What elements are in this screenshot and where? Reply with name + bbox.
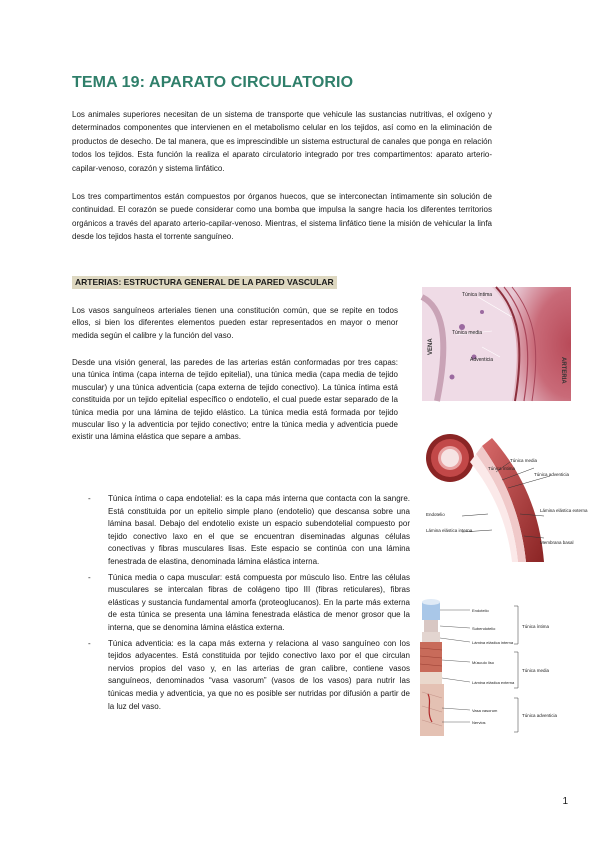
lv-group-adventicia: Túnica adventicia [522,713,558,718]
layered-vessel-diagram [420,602,590,738]
cs-label-membrana: Membrana basal [540,540,574,545]
cs-label-adventicia: Túnica adventicia [534,472,570,477]
artery-cross-section [422,432,588,566]
histology-micrograph [422,287,571,401]
list-item-text: Túnica íntima o capa endotelial: es la capa más interna que contacta con la sangre. Está constituida por un epitelio simple plano (endotelio) que descansa sobre una lámina basal. Debajo del endotelio existe un espacio subendotelial compuesto por tejido conectivo laxo en el que se encuentran diseminadas algunas células conectivas y fibras musculares lisas. Este espacio se continúa con una lámina fenestrada de elastina, denominada lámina elástica interna. [108,494,410,566]
list-item-text: Túnica media o capa muscular: está compuesta por músculo liso. Entre las células musculares se intercalan fibras de colágeno tipo III (fibras reticulares), fibras elásticas y sustancia fundamental amorfa (proteoglucanos). En la parte más externa de esta túnica se presenta una lámina fenestrada elástica de menor grosor que la interna, que se denomina lámina elástica externa. [108,572,410,632]
label-vena: VENA [428,338,434,355]
intro-paragraph-1: Los animales superiores necesitan de un sistema de transporte que vehicule las sustancias nutritivas, el oxígeno y determinados componentes que intervienen en el metabolismo celular en los tejidos, así como en la eliminación de productos de desecho. De tal manera, que es imprescindible un sistema estructural de canales que ponga en relación todos los tejidos. Esta función la realiza el aparato circulatorio integrado por tres compartimentos: aparato arterio-capilar-venoso, corazón y sistema linfático. [72,110,492,173]
cs-label-intima: Túnica íntima [488,466,516,471]
list-item [88,638,410,714]
list-dash: - [88,638,91,648]
list-item-text: Túnica adventicia: es la capa más externa y relaciona al vaso sanguíneo con los tejidos adyacentes. Está constituida por tejido conectivo laxo por el que circulan nervios propios del vaso y, en las arterias de gran calibre, contiene vasos sanguíneos, denominados “vasa vasorum” (vasos de los vasos) para nutrir las túnicas media y adventicia, ya que no es posible ser nutridas por difusión a partir de la luz del vaso. [108,638,410,711]
tunica-list [88,493,410,716]
label-intima: Túnica íntima [462,292,493,298]
page-title: TEMA 19: APARATO CIRCULATORIO [72,74,354,91]
arteries-paragraph-2: Desde una visión general, las paredes de las arterias están conformadas por tres capas: una túnica íntima (capa interna de tejido epitelial), una túnica media (capa media de tejido muscular) y una túnica adventicia (capa externa de tejido conectivo). La túnica íntima está constituida por un tejido epitelial específico o endotelio, el cual puede estar separado de la túnica media por una lámina de tejido elástico. La túnica media está formada por tejido muscular liso y la adventicia por tejido conectivo; entre la túnica media y adventicia puede existir una lámina elástica que separe a ambas. [72,358,398,442]
lv-label-vasa: Vasa vasorum [472,708,498,713]
cs-label-media: Túnica media [510,458,538,463]
intro-paragraph-2: Los tres compartimentos están compuestos por órganos huecos, que se interconectan íntimamente sin solución de continuidad. El corazón se puede considerar como una bomba que impulsa la sangre hacia los diferentes territorios orgánicos a través del aparato arterio-capilar-venoso. Mientras, el sistema linfático tiene la misión de vehicular la linfa desde los tejidos hasta el torrente sanguíneo. [72,192,492,242]
list-dash: - [88,572,91,582]
lv-label-musculo: Músculo liso [472,660,495,665]
page-number: 1 [562,796,568,807]
lv-group-media: Túnica media [522,668,550,673]
cs-label-lei: Lámina elástica interna [426,528,473,533]
lv-label-lei: Lámina elástica interna [472,640,514,645]
lv-label-lee: Lámina elástica externa [472,680,515,685]
lv-label-nervios: Nervios [472,720,486,725]
label-media: Túnica media [452,330,483,336]
cs-label-lee: Lámina elástica externa [540,508,588,513]
cs-label-endotelio: Endotelio [426,512,445,517]
lv-group-intima: Túnica íntima [522,624,550,629]
arteries-paragraph-1: Los vasos sanguíneos arteriales tienen una constitución común, que se repite en todos ellos, si bien los diferentes elementos pueden estar representados en mayor o menor medida según el calibre y la función del vaso. [72,306,398,340]
label-arteria: ARTERIA [560,357,566,384]
label-adventicia: Adventicia [470,357,494,363]
section-heading: ARTERIAS: ESTRUCTURA GENERAL DE LA PARED VASCULAR [72,276,337,289]
list-item [88,493,410,569]
list-dash: - [88,494,91,503]
lv-label-subendotelio: Subendotelio [472,626,496,631]
list-item [88,572,410,635]
lv-label-endotelio: Endotelio [472,608,489,613]
